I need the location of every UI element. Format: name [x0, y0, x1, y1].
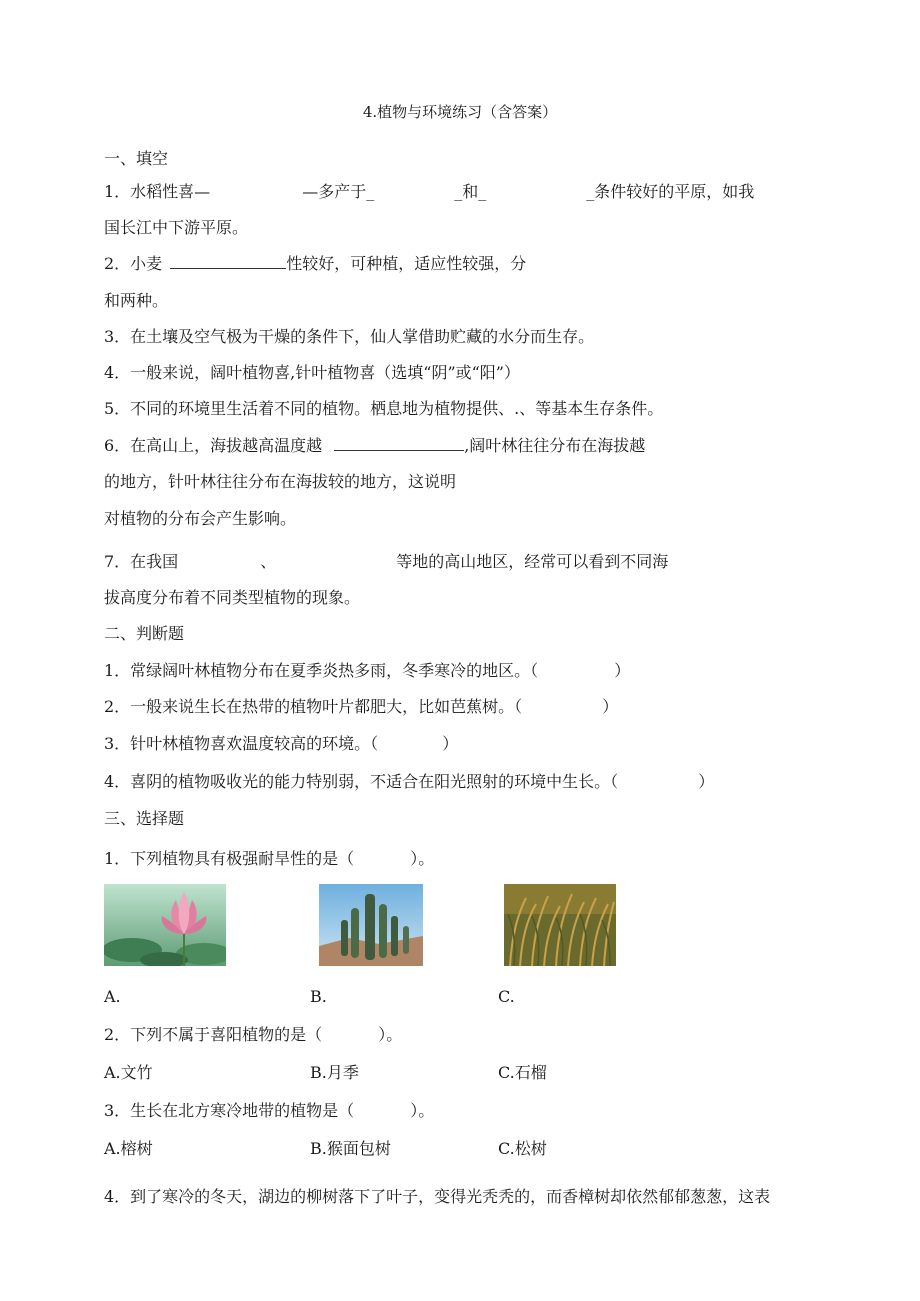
q3-3-close: ）。	[410, 1101, 435, 1120]
q3-2-option-c[interactable]: C.石榴	[498, 1063, 547, 1082]
question-2-4	[104, 771, 714, 793]
lotus-image	[104, 884, 226, 966]
q2-3-close: ）	[442, 734, 459, 753]
q3-2-option-b[interactable]: B.月季	[310, 1063, 359, 1082]
q2-4-close: ）	[698, 772, 715, 791]
section-heading-true-false: 二、判断题	[104, 624, 185, 643]
q2-1-text: 1．常绿阔叶林植物分布在夏季炎热多雨，冬季寒冷的地区。（	[104, 661, 539, 680]
q3-1-option-a[interactable]: A.	[104, 987, 121, 1006]
blank-line[interactable]	[170, 253, 286, 269]
question-1-7	[104, 551, 668, 573]
q1-7-continued: 拔高度分布着不同类型植物的现象。	[104, 588, 361, 607]
q1-2-continued: 和两种。	[104, 291, 169, 310]
question-1-3: 3．在土壤及空气极为干燥的条件下，仙人掌借助贮藏的水分而生存。	[104, 327, 595, 346]
q3-2-text: 2．下列不属于喜阳植物的是（	[104, 1025, 323, 1044]
q2-2-close: ）	[602, 697, 619, 716]
question-3-4: 4．到了寒冷的冬天，湖边的柳树落下了叶子，变得光秃秃的，而香樟树却依然郁郁葱葱，这表	[104, 1187, 771, 1206]
page-title: 4.植物与环境练习（含答案）	[362, 103, 558, 121]
question-3-1	[104, 848, 434, 870]
q1-1-part-d: _条件较好的平原，如我	[586, 182, 755, 201]
section-heading-fill-blank: 一、填空	[104, 149, 169, 168]
q1-7-part-b: 、	[260, 552, 277, 571]
q1-6-part-a: 6．在高山上，海拔越高温度越	[104, 436, 323, 455]
q1-6-continued-1: 的地方，针叶林往往分布在海拔较的地方，这说明	[104, 472, 457, 491]
question-2-1	[104, 660, 630, 682]
q1-1-part-b: —多产于_	[302, 182, 375, 201]
section-heading-multiple-choice: 三、选择题	[104, 809, 185, 828]
q1-7-part-c: 等地的高山地区，经常可以看到不同海	[396, 552, 669, 571]
q2-4-text: 4．喜阴的植物吸收光的能力特别弱，不适合在阳光照射的环境中生长。（	[104, 772, 619, 791]
rice-image	[504, 884, 616, 966]
q2-1-close: ）	[614, 661, 631, 680]
question-1-2	[104, 253, 526, 275]
q3-1-option-c[interactable]: C.	[498, 987, 515, 1006]
q3-1-close: ）。	[410, 849, 435, 868]
q3-3-text: 3．生长在北方寒冷地带的植物是（	[104, 1101, 355, 1120]
question-1-1	[104, 181, 754, 203]
question-3-3	[104, 1100, 434, 1122]
q3-2-option-a[interactable]: A.文竹	[104, 1063, 153, 1082]
cactus-image	[319, 884, 423, 966]
q1-1-part-c: _和_	[454, 182, 487, 201]
q1-1-part-a: 1．水稻性喜—	[104, 182, 211, 201]
q2-3-text: 3．针叶林植物喜欢温度较高的环境。（	[104, 734, 379, 753]
question-2-2	[104, 696, 618, 718]
q3-3-option-c[interactable]: C.松树	[498, 1139, 547, 1158]
q1-2-part-a: 2．小麦	[104, 254, 163, 273]
blank-line[interactable]	[334, 435, 464, 451]
question-1-4: 4．一般来说，阔叶植物喜,针叶植物喜（选填“阴”或“阳”）	[104, 363, 520, 382]
q3-1-text: 1．下列植物具有极强耐旱性的是（	[104, 849, 355, 868]
q3-3-option-b[interactable]: B.猴面包树	[310, 1139, 391, 1158]
q3-1-option-b[interactable]: B.	[310, 987, 327, 1006]
q1-7-part-a: 7．在我国	[104, 552, 179, 571]
q3-3-option-a[interactable]: A.榕树	[104, 1139, 153, 1158]
q1-1-continued: 国长江中下游平原。	[104, 218, 249, 237]
question-1-5: 5．不同的环境里生活着不同的植物。栖息地为植物提供、.、等基本生存条件。	[104, 399, 664, 418]
q1-6-part-b: ,阔叶林往往分布在海拔越	[464, 436, 646, 455]
question-3-2	[104, 1024, 402, 1046]
q1-2-part-b: 性较好，可种植，适应性较强，分	[286, 254, 527, 273]
q3-2-close: ）。	[378, 1025, 403, 1044]
q1-6-continued-2: 对植物的分布会产生影响。	[104, 509, 297, 528]
q2-2-text: 2．一般来说生长在热带的植物叶片都肥大，比如芭蕉树。（	[104, 697, 523, 716]
question-2-3	[104, 733, 458, 755]
question-1-6	[104, 435, 645, 457]
